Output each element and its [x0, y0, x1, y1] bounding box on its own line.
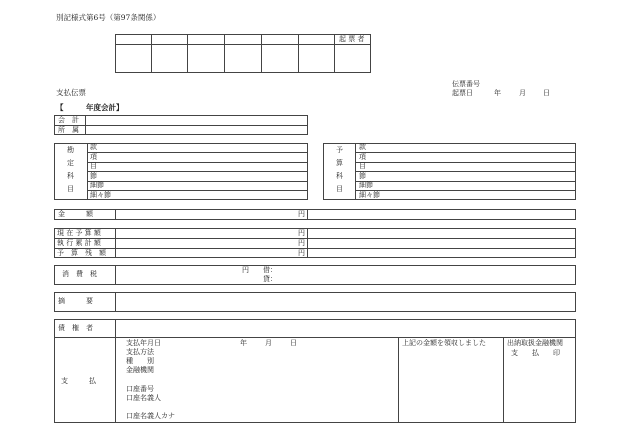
- payment-year-label: 年: [240, 339, 247, 347]
- draft-day-label: 日: [543, 89, 550, 97]
- form-title: 別記様式第6号（第97条関係）: [56, 13, 161, 22]
- draft-year-label: 年: [494, 89, 501, 97]
- current-budget-label: 現 在 予 算 額: [57, 229, 101, 237]
- account-holder-kana-label: 口座名義人カナ: [126, 412, 175, 420]
- department-label: 所 属: [58, 126, 79, 134]
- yosan-side-label-4: 目: [336, 185, 343, 193]
- amount-label: 金 額: [58, 210, 93, 218]
- payment-month-label: 月: [265, 339, 272, 347]
- account-label: 会 計: [58, 116, 79, 124]
- account-holder-label: 口座名義人: [126, 394, 161, 402]
- payment-seal-label: 支 払 印: [511, 349, 560, 357]
- creditor-label: 債 権 者: [58, 324, 93, 332]
- payment-type-label: 種 別: [126, 357, 154, 365]
- yosan-row-saisetsu: 細節: [359, 181, 373, 189]
- fiscal-year-heading: 【 年度会計】: [56, 103, 124, 112]
- yosan-row-kou: 項: [359, 153, 366, 161]
- yosan-row-setsu: 節: [359, 172, 366, 180]
- kanjo-side-label-2: 定: [67, 159, 74, 167]
- kanjo-row-kan: 款: [90, 143, 97, 151]
- kanjo-row-setsu: 節: [90, 172, 97, 180]
- tax-label: 消 費 税: [62, 270, 97, 278]
- yosan-side-label-1: 予: [336, 146, 343, 154]
- payment-date-label: 支払年月日: [126, 339, 161, 347]
- kanjo-side-label-3: 科: [67, 172, 74, 180]
- yosan-side-label-2: 算: [336, 159, 343, 167]
- tax-credit-label: 貸：: [263, 275, 277, 283]
- executed-total-yen: 円: [298, 239, 305, 247]
- draft-month-label: 月: [519, 89, 526, 97]
- receipt-acknowledgement: 上記の金額を領収しました: [402, 339, 486, 347]
- financial-institution-label: 金融機関: [126, 366, 154, 374]
- executed-total-label: 執 行 累 計 額: [57, 239, 101, 247]
- kanjo-row-moku: 目: [90, 162, 97, 170]
- amount-yen: 円: [298, 210, 305, 218]
- payment-label: 支 払: [61, 377, 96, 385]
- tax-debit-label: 借：: [263, 266, 277, 274]
- kanjo-row-saisaisetsu: 細々節: [90, 191, 111, 199]
- budget-remaining-label: 予 算 残 額: [57, 249, 106, 257]
- yosan-row-moku: 目: [359, 162, 366, 170]
- slip-number-label: 伝票番号: [452, 80, 480, 88]
- account-number-label: 口座番号: [126, 385, 154, 393]
- yosan-row-saisaisetsu: 細々節: [359, 191, 380, 199]
- kanjo-row-saisetsu: 細節: [90, 181, 104, 189]
- current-budget-yen: 円: [298, 229, 305, 237]
- budget-remaining-yen: 円: [298, 249, 305, 257]
- disbursing-bank-label: 出納取扱金融機関: [507, 339, 563, 347]
- document-title: 支払伝票: [56, 88, 86, 97]
- kanjo-side-label-1: 勘: [67, 146, 74, 154]
- yosan-row-kan: 款: [359, 143, 366, 151]
- tax-yen: 円: [242, 266, 249, 274]
- draft-date-label: 起票日: [452, 89, 473, 97]
- drafter-label: 起 票 者: [339, 35, 365, 43]
- payment-method-label: 支払方法: [126, 348, 154, 356]
- kanjo-row-kou: 項: [90, 153, 97, 161]
- yosan-side-label-3: 科: [336, 172, 343, 180]
- summary-label: 摘 要: [58, 297, 93, 305]
- kanjo-side-label-4: 目: [67, 185, 74, 193]
- payment-day-label: 日: [290, 339, 297, 347]
